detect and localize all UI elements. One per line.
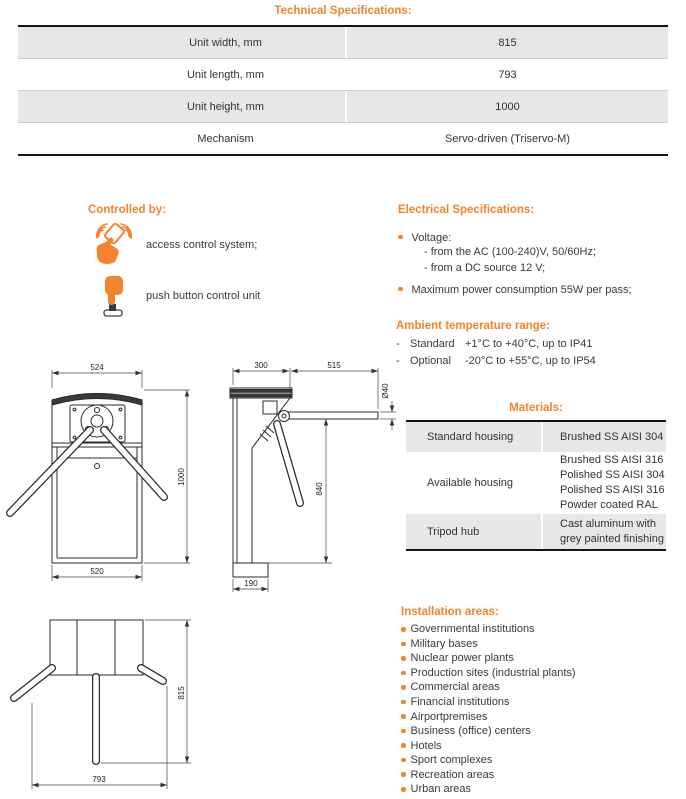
dash: -: [396, 338, 400, 350]
spec-table: [18, 25, 668, 156]
installation-heading: Installation areas:: [401, 606, 499, 618]
list-item: [401, 724, 683, 739]
spec-label: Unit length, mm: [186, 68, 265, 81]
installation-section: [401, 606, 683, 797]
installation-item-label: Business (office) centers: [410, 725, 531, 738]
voltage-label: Voltage:: [411, 232, 452, 244]
materials-heading: Materials:: [509, 402, 563, 414]
table-row: [18, 27, 668, 59]
list-item: [401, 782, 683, 797]
list-item: [401, 651, 683, 666]
ambient-name: Standard: [410, 338, 455, 350]
materials-table: [406, 420, 666, 551]
front-view-drawing: [0, 360, 200, 600]
dash: -: [396, 355, 400, 367]
electrical-section: [398, 204, 680, 296]
list-item: [398, 284, 680, 296]
side-view-drawing: [220, 360, 400, 600]
bullet-icon: [401, 743, 406, 748]
spec-label: Unit height, mm: [186, 100, 265, 113]
table-row: [406, 422, 666, 452]
bullet-icon: [401, 642, 406, 647]
material-value: Cast aluminum with: [560, 517, 656, 530]
table-row: [18, 91, 668, 123]
push-button-hand-icon: [88, 274, 140, 318]
bullet-icon: [401, 714, 406, 719]
side-arm-diameter-dim: Ø40: [381, 383, 390, 399]
installation-item-label: Recreation areas: [410, 768, 495, 781]
list-item: [396, 353, 678, 370]
top-width-dim: 815: [177, 686, 186, 700]
spec-value: 1000: [345, 91, 668, 122]
side-depth-dim: 300: [254, 361, 268, 370]
list-item: [401, 637, 683, 652]
spec-label: Unit width, mm: [189, 36, 262, 49]
ambient-value: -20°C to +55°C, up to IP54: [465, 355, 596, 367]
list-item: [88, 222, 378, 268]
side-arm-length-dim: 515: [327, 361, 341, 370]
side-base-depth-dim: 190: [244, 579, 258, 588]
installation-item-label: Sport complexes: [410, 754, 493, 767]
spec-value: 815: [345, 27, 668, 58]
material-value: Powder coated RAL: [560, 499, 658, 511]
ambient-value: +1°C to +40°C, up to IP41: [465, 338, 593, 350]
voltage-detail: - from a DC source 12 V;: [424, 262, 546, 274]
voltage-detail: - from the AC (100-240)V, 50/60Hz;: [424, 246, 597, 258]
list-item: [88, 274, 378, 318]
rfid-card-hand-icon: [88, 222, 140, 268]
list-item: [401, 767, 683, 782]
installation-item-label: Financial institutions: [410, 696, 510, 708]
top-length-dim: 793: [92, 775, 106, 784]
material-label: Tripod hub: [427, 525, 480, 538]
power-note: Maximum power consumption 55W per pass;: [411, 284, 632, 296]
controlled-by-item-label: access control system;: [146, 239, 258, 251]
side-arm-height-dim: 840: [315, 482, 324, 496]
installation-item-label: Production sites (industrial plants): [410, 666, 576, 679]
front-top-width-dim: 524: [90, 363, 104, 372]
material-label: Available housing: [427, 477, 514, 489]
bullet-icon: [401, 656, 406, 661]
ambient-heading: Ambient temperature range:: [396, 320, 551, 332]
bullet-icon: [401, 758, 406, 763]
material-value: Brushed SS AISI 316: [560, 454, 664, 466]
list-item: [401, 738, 683, 753]
bullet-icon: [401, 700, 406, 705]
installation-item-label: Hotels: [410, 739, 442, 752]
page-title: Technical Specifications:: [274, 5, 412, 17]
list-item: [401, 680, 683, 695]
bullet-icon: [401, 787, 406, 792]
list-item: [401, 709, 683, 724]
controlled-by-section: [88, 204, 378, 318]
installation-item-label: Governmental institutions: [410, 623, 535, 636]
installation-list: [401, 622, 683, 797]
bullet-icon: [398, 235, 403, 240]
table-row: [18, 123, 668, 154]
bullet-icon: [401, 685, 406, 690]
installation-item-label: Military bases: [410, 637, 478, 650]
bullet-icon: [398, 287, 403, 292]
front-bottom-width-dim: 520: [90, 567, 104, 576]
ambient-name: Optional: [410, 355, 451, 367]
list-item: [396, 336, 678, 353]
list-item: [401, 695, 683, 710]
installation-item-label: Airportpremises: [410, 710, 488, 723]
list-item: [398, 232, 680, 244]
bullet-icon: [401, 671, 406, 676]
table-row: [406, 514, 666, 549]
top-view-drawing: [0, 608, 200, 799]
installation-item-label: Nuclear power plants: [410, 652, 514, 665]
list-item: [401, 753, 683, 768]
ambient-section: [396, 320, 678, 370]
table-row: [406, 452, 666, 514]
electrical-heading: Electrical Specifications:: [398, 204, 535, 216]
table-row: [18, 59, 668, 91]
material-value: Polished SS AISI 316: [560, 484, 665, 496]
bullet-icon: [401, 772, 406, 777]
material-label: Standard housing: [427, 431, 514, 443]
installation-item-label: Urban areas: [410, 783, 472, 796]
material-value: grey painted finishing: [560, 532, 664, 545]
controlled-by-item-label: push button control unit: [146, 290, 261, 302]
bullet-icon: [401, 627, 406, 632]
spec-value: 793: [345, 59, 668, 90]
spec-value: Servo-driven (Triservo-M): [345, 123, 668, 154]
bullet-icon: [401, 729, 406, 734]
material-value: Brushed SS AISI 304: [560, 430, 664, 443]
material-value: Polished SS AISI 304: [560, 469, 665, 481]
installation-item-label: Commercial areas: [410, 681, 500, 694]
spec-label: Mechanism: [197, 132, 254, 145]
list-item: [401, 622, 683, 637]
list-item: [401, 666, 683, 681]
controlled-by-heading: Controlled by:: [88, 204, 166, 216]
front-height-dim: 1000: [177, 468, 186, 486]
